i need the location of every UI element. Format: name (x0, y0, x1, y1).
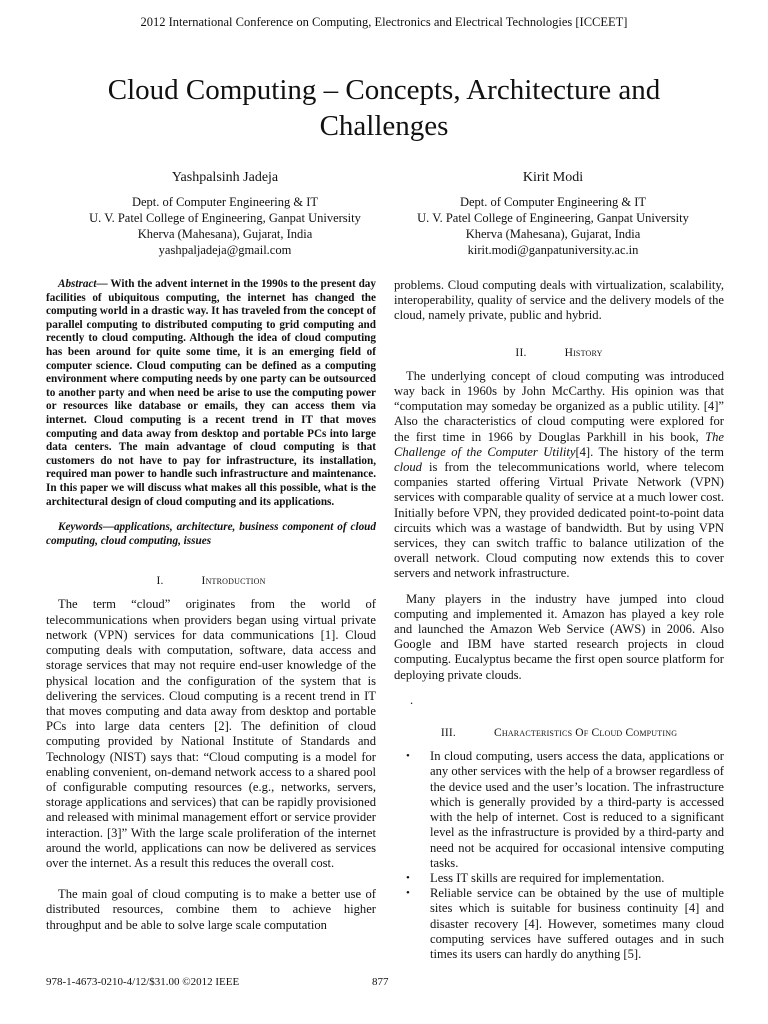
cloud-term: cloud (394, 460, 422, 475)
section-number: I. (156, 575, 164, 588)
section-title: Introduction (201, 575, 266, 588)
abstract-text: With the advent internet in the 1990s to the present day facilities of ubiquitous computing, the internet has changed the computing world in a drastic way. It has traveled from the concept of parallel computing to distributed computing to grid computing and recently to cloud computing. Although the idea of cloud computing has been around for quite some time, it is an emerging field of computer science. Cloud computing can be defined as a computing environment where computing needs by one party can be outsourced to another party and when need be arise to use the computing power or resources like database or emails, they can access them via internet. Cloud computing is a recent trend in IT that moves computing and data away from desktop and portable PCs into large data centers. The main advantage of cloud computing is that customers do not have to pay for infrastructure, its installation, required man power to handle such infrastructure and maintenance. In this paper we will discuss what makes all this possible, what is the architectural design of cloud computing and its applications. (46, 278, 376, 508)
bullet-icon: • (406, 887, 410, 900)
author-name: Kirit Modi (522, 170, 584, 185)
author-dept: Dept. of Computer Engineering & IT (131, 195, 319, 209)
history-paragraph-1 (394, 369, 724, 582)
title-line-1: Cloud Computing – Concepts, Architecture and (107, 74, 661, 106)
author-block-1 (55, 170, 395, 258)
list-item-text: In cloud computing, users access the data, applications or any other services with the help of a browser regardless of the device used and the user’s location. The infrastructure which is generally provided by a third-party is accessed with the help of internet. Cost is reduced to a significant level as the infrastructure is provided by a third-party and need not be acquired for occasional intensive computing tasks. (430, 749, 724, 870)
abstract (46, 278, 376, 509)
author-college: U. V. Patel College of Engineering, Ganpat University (89, 211, 361, 225)
book-title: The Challenge of the Computer Utility (394, 429, 724, 459)
title-line-2: Challenges (319, 110, 449, 142)
history-text-2: [4]. The history of the term (575, 444, 724, 459)
bullet-icon: • (406, 871, 410, 884)
footer-isbn: 978-1-4673-0210-4/12/$31.00 ©2012 IEEE (46, 976, 240, 988)
author-email: yashpaljadeja@gmail.com (158, 243, 292, 257)
section-title: History (564, 346, 603, 359)
introduction-paragraph-2-continued: problems. Cloud computing deals with virtualization, scalability, interoperability, quality of service and the delivery models of the cloud, namely private, public and hybrid. (394, 278, 724, 323)
abstract-label: Abstract— (58, 278, 108, 290)
bullet-icon: • (406, 750, 410, 763)
author-location: Kherva (Mahesana), Gujarat, India (465, 227, 641, 241)
author-location: Kherva (Mahesana), Gujarat, India (137, 227, 313, 241)
list-item-text: Reliable service can be obtained by the use of multiple sites which is suitable for business continuity [4] and disaster recovery [4]. However, sometimes many cloud computing services have suffered outages and in such times its users can hardly do anything [5]. (430, 886, 724, 961)
page-number: 877 (372, 976, 389, 988)
section-number: III. (440, 727, 456, 740)
paper-title (40, 72, 728, 144)
section-title: Characteristics Of Cloud Computing (493, 727, 678, 740)
introduction-paragraph-1: The term “cloud” originates from the world of telecommunications when providers began using virtual private network (VPN) services for data communications [1]. Cloud computing deals with computation, software, data access and storage services that may not require end-user knowledge of the physical location and the configuration of the system that is delivering the services. Cloud computing is a recent trend in IT that moves computing and data away from desktop and portable PCs into large data centers [2]. The definition of cloud computing provided by National Institute of Standards and Technology (NIST) says that: “Cloud computing is a model for enabling convenient, on-demand network access to a shared pool of configurable computing resources (e.g., networks, servers, storage applications and services) that can be rapidly provisioned and released with minimal management effort or service provider interaction. [3]” With the large scale proliferation of the internet around the world, applications can now be delivered as services over the internet. As a result this reduces the overall cost. (46, 597, 376, 870)
author-name: Yashpalsinh Jadeja (171, 170, 279, 185)
section-heading-history (394, 346, 724, 361)
conference-header: 2012 International Conference on Computing, Electronics and Electrical Technologies [ICCEET] (140, 15, 628, 29)
section-number: II. (515, 346, 527, 359)
list-item (394, 749, 724, 871)
history-text-3: is from the telecommunications world, where telecom companies started offering Virtual Private Network (VPN) services with comparable quality of service at a much lower cost. Initially before VPN, they provided dedicated point-to-point data circuits which was a wastage of bandwidth. But by using VPN services, they can switch traffic to balance utilization of the overall network. Cloud computing now extends this to cover servers and network infrastructure. (394, 460, 724, 581)
right-column (394, 278, 724, 962)
author-dept: Dept. of Computer Engineering & IT (459, 195, 647, 209)
characteristics-list (394, 749, 724, 962)
list-item (394, 886, 724, 962)
author-email: kirit.modi@ganpatuniversity.ac.in (467, 243, 639, 257)
history-paragraph-2: Many players in the industry have jumped into cloud computing and implemented it. Amazon has played a key role and launched the Amazon Web Service (AWS) in 2006. Also Google and IBM have started research projects in cloud computing. Eucalyptus became the first open source platform for deploying private clouds. (394, 591, 724, 682)
section-heading-characteristics (394, 726, 724, 741)
stray-period: . (410, 692, 414, 707)
section-heading-introduction (46, 574, 376, 589)
author-college: U. V. Patel College of Engineering, Ganpat University (417, 211, 689, 225)
list-item (394, 871, 724, 886)
author-block-2 (383, 170, 723, 258)
left-column (46, 278, 376, 943)
list-item-text: Less IT skills are required for implementation. (430, 870, 665, 885)
introduction-paragraph-2: The main goal of cloud computing is to make a better use of distributed resources, combine them to achieve higher throughput and be able to solve large scale computation (46, 887, 376, 932)
keywords: Keywords—applications, architecture, business component of cloud computing, cloud computing, issues (46, 521, 376, 547)
history-text-1: The underlying concept of cloud computing was introduced way back in 1960s by John McCarthy. His opinion was that “computation may someday be organized as a public utility. [4]” Also the characteristics of cloud computing were explored for the first time in 1966 by Douglas Parkhill in his book, (394, 368, 724, 444)
